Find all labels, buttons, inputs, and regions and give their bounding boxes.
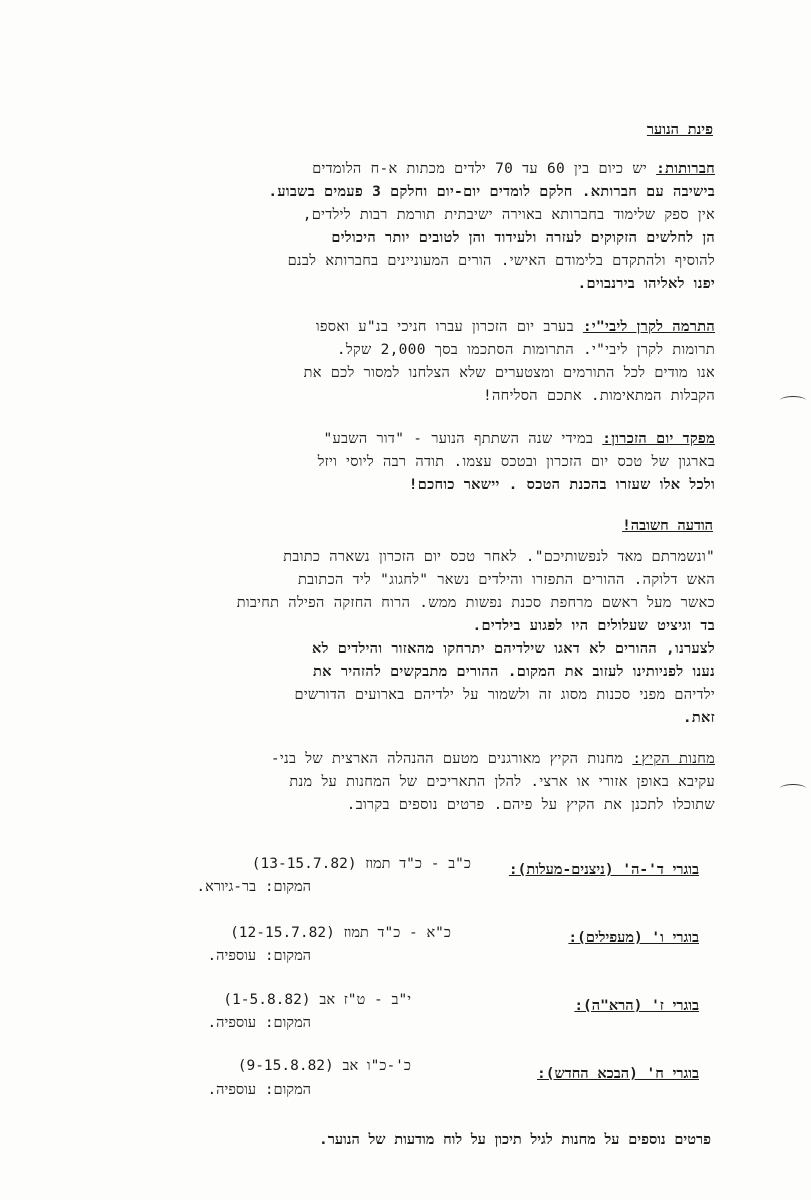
groups-line-3: אין ספק שלימוד בחברותא באוירה ישיבתית תורמת רבות לילדים, (302, 207, 715, 223)
margin-mark (780, 396, 806, 405)
groups-line-4: הן לחלשים הזקוקים לעזרה ולעידוד והן לטובים יותר היכולים (331, 230, 715, 246)
memorial-line-2: בארגון של טכס יום הזכרון ובטכס עצמו. תודה רבה ליוסי ויזל (317, 454, 715, 470)
notice-line-2: האש דלוקה. ההורים התפזרו והילדים נשאר "לחגוג" ליד הכתובת (297, 572, 715, 588)
notice-line-6: נענו לפניותינו לעזוב את המקום. ההורים מתבקשים להזהיר את (313, 664, 715, 680)
groups-line-1: חברותות: יש כיום בין 60 עד 70 ילדים מכתות א-ח הלומדים (312, 161, 715, 177)
camp-item-1-name: בוגרי ד'-ה' (ניצנים-מעלות): (508, 862, 699, 878)
donation-line-1: התרמה לקרן ליבי"י: בערב יום הזכרון עברו חניכי בנ"ע ואספו (315, 319, 715, 335)
camps-line-2: עקיבא באופן אזורי או ארצי. להלן התאריכים של המחנות על מנת (289, 774, 715, 790)
camp-item-4-place: המקום: עוספיה. (207, 1082, 311, 1098)
camp-item-4-name: בוגרי ח' (הבכא החדש): (537, 1066, 699, 1082)
camp-item-3-name: בוגרי ז' (הרא"ה): (574, 998, 699, 1014)
margin-mark (780, 784, 806, 793)
notice-line-8: זאת. (682, 710, 715, 726)
donation-line-4: הקבלות המתאימות. אתכם הסליחה! (483, 388, 715, 404)
memorial-heading: מפקד יום הזכרון: (602, 431, 715, 447)
groups-line-5: להוסיף ולהתקדם בלימודם האישי. הורים המעוניינים בחברותא לבנם (287, 253, 715, 269)
donation-line-2: תרומות לקרן ליבי"י. התרומות הסתכמו בסך 2,000 שקל. (336, 342, 715, 358)
camp-item-1-dates: כ"ב - כ"ד תמוז (13-15.7.82) (251, 856, 471, 872)
groups-heading: חברותות: (656, 161, 715, 177)
notice-line-4: בד וגיציט שעלולים היו לפגוע בילדים. (472, 618, 715, 634)
camp-item-2-dates: כ"א - כ"ד תמוז (12-15.7.82) (230, 925, 451, 941)
footer-note: פרטים נוספים על מחנות לגיל תיכון על לוח מודעות של הנוער. (318, 1132, 711, 1148)
camps-heading: מחנות הקיץ: (632, 751, 715, 767)
page-title: פינת הנוער (646, 122, 713, 138)
donation-line-3: אנו מודים לכל התורמים ומצטערים שלא הצלחנו למסור לכם את (303, 365, 715, 381)
camp-item-4-dates: כ'-כ"ו אב (9-15.8.82) (237, 1058, 411, 1074)
donation-heading: התרמה לקרן ליבי"י: (582, 319, 715, 335)
camp-item-3-dates: י"ב - ט"ז אב (1-5.8.82) (223, 992, 411, 1008)
camp-item-3-place: המקום: עוספיה. (207, 1015, 311, 1031)
groups-line-6: יפנו לאליהו בירנבוים. (577, 276, 715, 292)
notice-line-3: כאשר מעל ראשם מרחפת סכנת נפשות ממש. הרוח החזקה הפילה תחיבות (236, 595, 715, 611)
camp-item-2-name: בוגרי ו' (מעפילים): (568, 930, 699, 946)
camp-item-2-place: המקום: עוספיה. (207, 948, 311, 964)
groups-line-2: בישיבה עם חברותא. חלקם לומדים יום-יום וחלקם 3 פעמים בשבוע. (268, 184, 715, 200)
notice-line-7: ילדיהם מפני סכנות מסוג זה ולשמור על ילדיהם בארועים הדורשים (294, 687, 715, 703)
notice-line-1: "ונשמרתם מאד לנפשותיכם". לאחר טכס יום הזכרון נשארה כתובת (283, 549, 715, 565)
camp-item-1-place: המקום: בר-גיורא. (196, 879, 311, 895)
camps-line-3: שתוכלו לתכנן את הקיץ על פיהם. פרטים נוספים בקרוב. (346, 797, 715, 813)
camps-line-1: מחנות הקיץ: מחנות הקיץ מאורגנים מטעם ההנהלה הארצית של בני- (270, 751, 715, 767)
memorial-line-1: מפקד יום הזכרון: במידי שנה השתתף הנוער - "דור השבע" (323, 431, 715, 447)
notice-line-5: לצערנו, ההורים לא דאגו שילדיהם יתרחקו מהאזור והילדים לא (312, 641, 715, 657)
notice-heading: הודעה חשובה! (622, 518, 713, 534)
memorial-line-3: ולכל אלו שעזרו בהכנת הטכס . יישאר כוחכם! (408, 477, 715, 493)
